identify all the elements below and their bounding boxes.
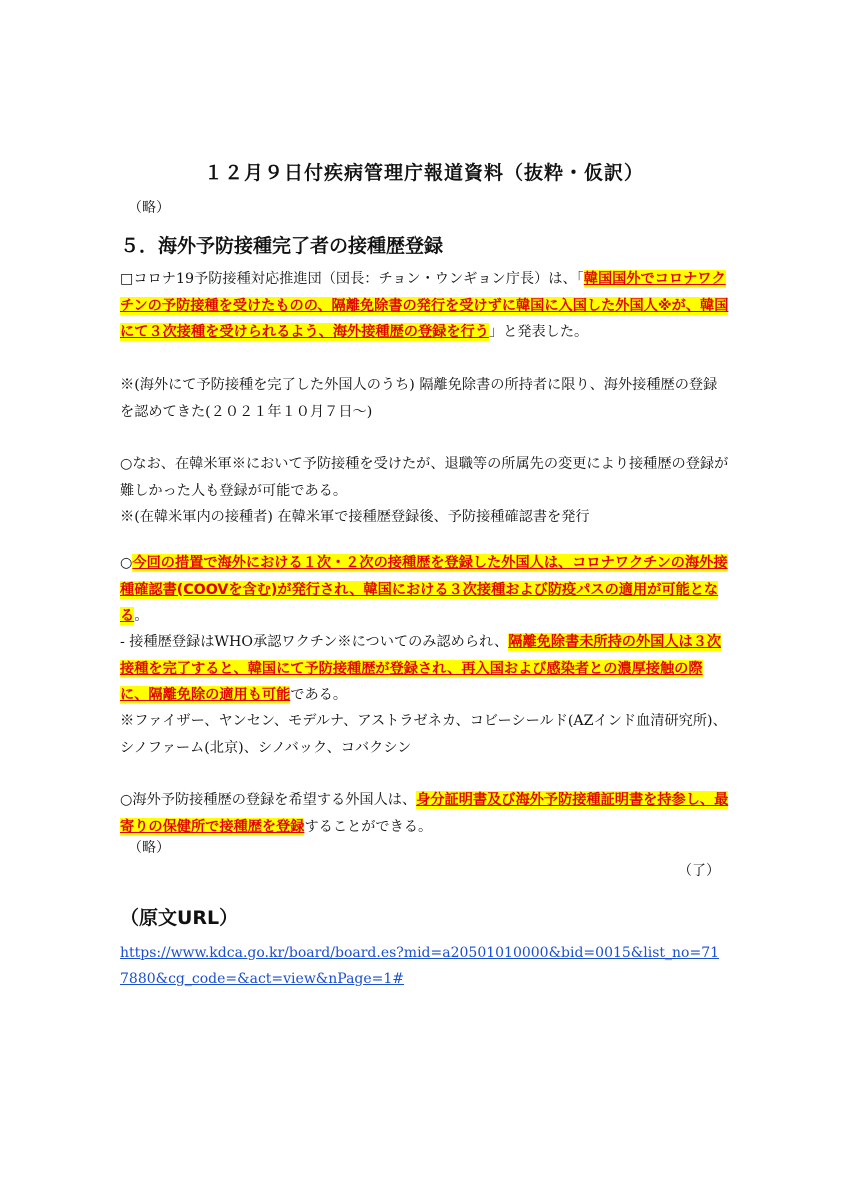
announcement-highlight: 韓国国外でコロナワクチンの予防接種を受けたものの、隔離免除書の発行を受けずに韓国に入国した外国人※が、韓国にて３次接種を受けられるよう、海外接種歴の登録を行う — [120, 271, 729, 340]
omitted-marker-top: （略） — [128, 200, 170, 216]
measure-highlight: 今回の措置で海外における１次・２次の接種歴を登録した外国人は、コロナワクチンの海外接種確認書(COOVを含む)が発行され、韓国における３次接種および防疫パスの適用が可能となる — [120, 555, 728, 624]
registration-text-after: することができる。 — [304, 818, 433, 835]
registration-text-before: ○海外予防接種歴の登録を希望する外国人は、 — [120, 792, 417, 808]
registration-highlight: 身分証明書及び海外予防接種証明書を持参し、最寄りの保健所で接種歴を登録 — [120, 792, 729, 835]
who-text-before: - 接種歴登録はWHO承認ワクチン※についてのみ認められ、 — [120, 634, 509, 650]
announcement-note: ※(海外にて予防接種を完了した外国人のうち) 隔離免除書の所持者に限り、海外接種歴の登録を認めてきた(２０２１年１０月７日～) — [120, 377, 718, 420]
section-heading: ５．海外予防接種完了者の接種歴登録 — [120, 235, 444, 257]
paragraph-announcement — [120, 266, 730, 346]
source-url-heading: （原文URL） — [120, 907, 239, 929]
who-highlight: 隔離免除書未所持の外国人は３次接種を完了すると、韓国にて予防接種歴が登録され、再入国および感染者との濃厚接触の際に、隔離免除の適用も可能 — [120, 634, 722, 703]
announcement-text-before: □コロナ19予防接種対応推進団（団長：チョン・ウンギョン庁長）は、「 — [120, 271, 584, 287]
vaccine-list-note: ※ファイザー、ヤンセン、モデルナ、アストラゼネカ、コビーシールド(AZインド血清研究所)、シノファーム(北京)、シノバック、コバクシン — [120, 713, 727, 756]
source-url-link[interactable]: https://www.kdca.go.kr/board/board.es?mid=a20501010000&bid=0015&list_no=717880&cg_code=&act=view&nPage=1# — [120, 945, 720, 987]
measure-text-after: 。 — [134, 608, 149, 624]
measure-text-before: ○ — [120, 555, 133, 571]
omitted-marker-bottom: （略） — [128, 840, 170, 856]
page-title: １２月９日付疾病管理庁報道資料（抜粋・仮訳） — [203, 162, 644, 184]
who-text-after: である。 — [290, 687, 348, 703]
usfk-note: ※(在韓米軍内の接種者) 在韓米軍で接種歴登録後、予防接種確認書を発行 — [120, 509, 590, 525]
paragraph-usfk: ○なお、在韓米軍※において予防接種を受けたが、退職等の所属先の変更により接種歴の登録が難しかった人も登録が可能である。 — [120, 456, 729, 499]
paragraph-registration — [120, 787, 730, 840]
paragraph-who-vaccines — [120, 629, 730, 709]
end-mark: （了） — [678, 863, 720, 879]
announcement-text-after: 」と発表した。 — [488, 324, 589, 340]
paragraph-measure — [120, 550, 730, 630]
